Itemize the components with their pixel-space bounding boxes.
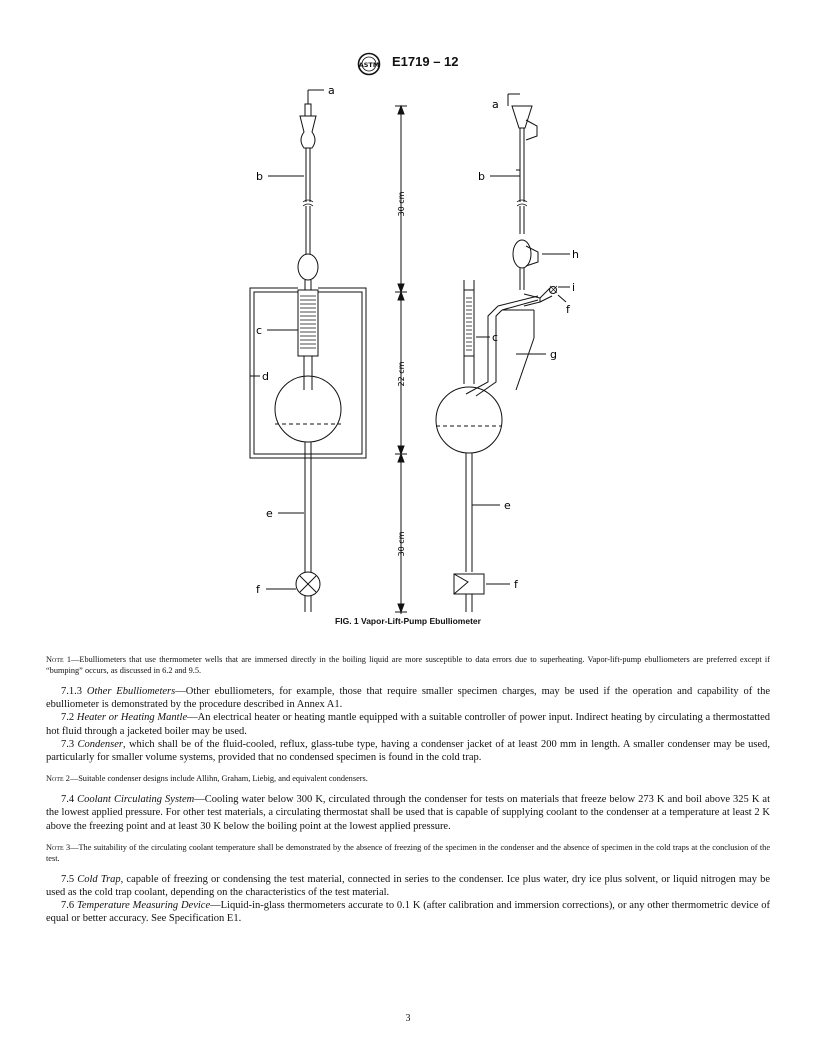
label-right-b: b xyxy=(478,170,485,183)
section-7-3 xyxy=(46,738,770,764)
section-title: Temperature Measuring Device xyxy=(76,900,211,912)
section-number: 7.2 xyxy=(61,712,75,724)
label-right-h: h xyxy=(572,248,579,261)
section-text: —Liquid-in-glass thermometers accurate to 0.1 K (after calibration and immersion corrections), or any other thermometric device of equal or better accuracy. See Specification E1. xyxy=(46,900,771,925)
section-7-2 xyxy=(46,711,770,737)
section-7-4 xyxy=(46,793,770,833)
section-7-1-3 xyxy=(46,685,770,711)
section-7-6 xyxy=(46,899,770,925)
note-3 xyxy=(46,842,770,864)
note-2-label: Note 2 xyxy=(46,774,70,784)
section-number: 7.1.3 xyxy=(61,686,82,697)
page-number: 3 xyxy=(405,1013,411,1024)
label-left-a: a xyxy=(328,84,335,97)
section-text: , capable of freezing or condensing the test material, connected in series to the condenser. Ice plus water, dry ice plus solvent, or liquid nitrogen may be used as the cold trap coolant, depending on the characteristics of the test material. xyxy=(46,873,770,899)
note-1-text: —Ebulliometers that use thermometer wells that are immersed directly in the boiling liquid are more susceptible to data errors due to superheating. Vapor-lift-pump ebulliometers are preferred except if “bumping” occurs, as discussed in 6.2 and 9.5. xyxy=(46,655,770,675)
section-text: —Other ebulliometers, for example, those that require smaller specimen charges, may be used if the operation and capability of the ebulliometer is demonstrated by the procedure described in Annex A1. xyxy=(46,686,770,711)
section-title: Cold Trap xyxy=(77,873,121,885)
label-right-i: i xyxy=(572,281,576,294)
section-number: 7.4 xyxy=(61,794,75,806)
svg-text:ASTM: ASTM xyxy=(358,61,380,69)
document-id: E1719 – 12 xyxy=(392,54,459,69)
label-right-a: a xyxy=(492,98,499,111)
document-body xyxy=(46,654,770,926)
section-text: —An electrical heater or heating mantle equipped with a suitable controller of power input. Indirect heating by circulating a thermostatted hot fluid through a jacketed boiler may be used. xyxy=(46,712,770,737)
figure-caption: FIG. 1 Vapor-Lift-Pump Ebulliometer xyxy=(335,616,481,626)
section-title: Coolant Circulating System xyxy=(77,794,195,806)
label-right-f-bottom: f xyxy=(514,578,518,591)
label-right-g: g xyxy=(550,348,557,361)
page-header xyxy=(0,50,816,80)
dimension-middle: 22 cm xyxy=(397,361,406,387)
dimension-top: 30 cm xyxy=(397,191,406,217)
note-3-text: —The suitability of the circulating coolant temperature shall be demonstrated by the absence of freezing of the specimen in the condenser and the absence of specimen in the cold traps at the conclusion of the test. xyxy=(46,842,771,863)
section-number: 7.6 xyxy=(61,900,75,912)
section-text: , which shall be of the fluid-cooled, reflux, glass-tube type, having a condenser jacket of at least 200 mm in length. A smaller condenser may be used, particularly for smaller volume systems, provided that no condensed specimen is found in the cold trap. xyxy=(46,738,770,764)
label-left-f: f xyxy=(256,583,260,596)
astm-logo-icon xyxy=(355,52,383,76)
section-text: —Cooling water below 300 K, circulated through the condenser for tests on materials that freeze below 273 K and boil above 325 K at the lowest applied pressure. For other test materials, a circulating thermostat shall be used that is capable of supplying coolant to the condenser at a temperature at least 2 K above the freezing point and at least 30 K below the boiling point at the lowest applied pressure. xyxy=(46,794,770,832)
note-2-text: —Suitable condenser designs include Allihn, Graham, Liebig, and equivalent condensers. xyxy=(69,774,368,784)
section-number: 7.5 xyxy=(61,873,75,885)
note-2 xyxy=(46,773,770,784)
section-title: Other Ebulliometers xyxy=(86,686,176,697)
ebulliometer-figure xyxy=(220,84,600,614)
label-right-e: e xyxy=(504,499,511,512)
dimension-bottom: 30 cm xyxy=(397,531,406,557)
label-left-e: e xyxy=(266,507,273,520)
label-left-c: c xyxy=(256,324,263,337)
section-title: Condenser xyxy=(77,738,123,750)
section-number: 7.3 xyxy=(61,738,75,750)
label-right-f-top: f xyxy=(566,303,570,316)
note-3-label: Note 3 xyxy=(46,842,71,852)
section-7-5 xyxy=(46,873,770,899)
label-left-d: d xyxy=(262,370,269,383)
label-right-c: c xyxy=(492,331,499,344)
section-title: Heater or Heating Mantle xyxy=(76,712,188,724)
note-1 xyxy=(46,654,770,676)
label-left-b: b xyxy=(256,170,263,183)
note-1-label: Note 1 xyxy=(46,655,72,664)
